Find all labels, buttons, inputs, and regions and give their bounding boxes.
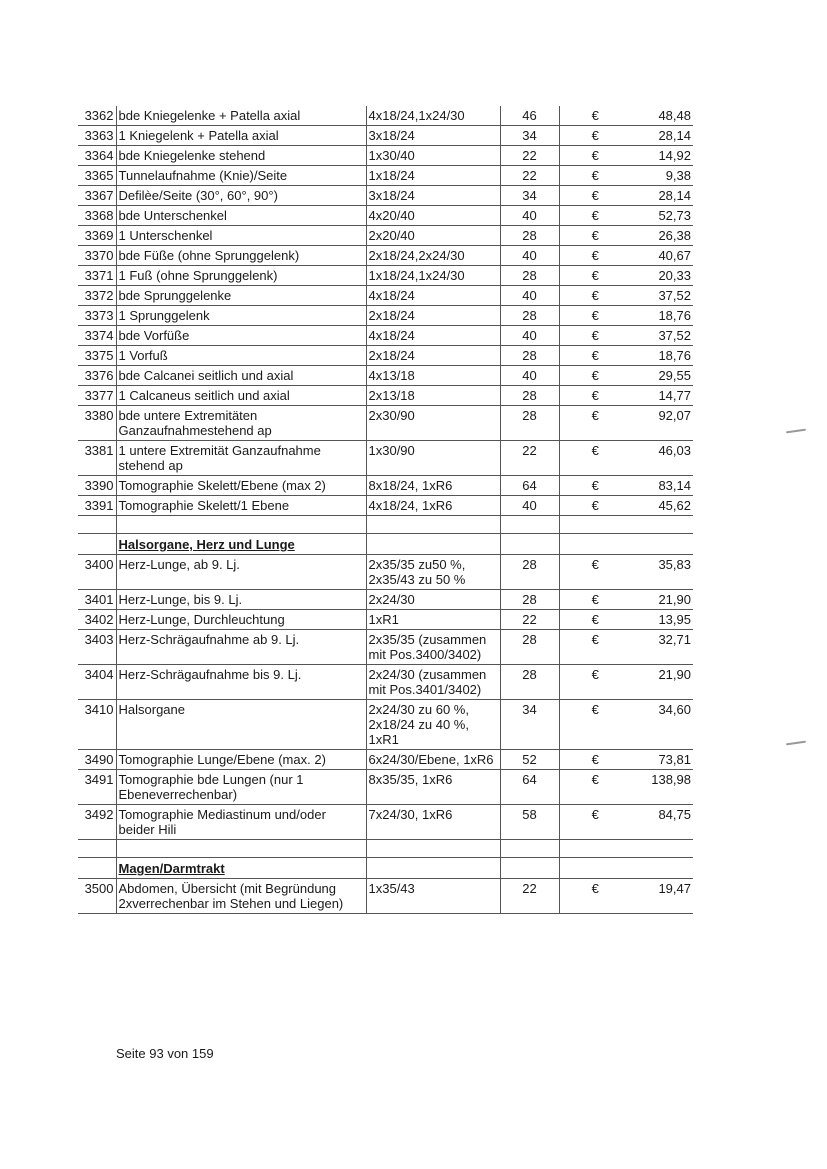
page-footer: Seite 93 von 159 bbox=[116, 1046, 214, 1061]
section-title: Halsorgane, Herz und Lunge bbox=[116, 534, 366, 555]
position-number: 3390 bbox=[78, 476, 116, 496]
price-cell: 52,73 bbox=[631, 206, 693, 226]
price-cell: 84,75 bbox=[631, 805, 693, 840]
description-cell: Herz-Schrägaufnahme ab 9. Lj. bbox=[116, 630, 366, 665]
empty-cell bbox=[366, 516, 500, 534]
description-cell: bde Kniegelenke + Patella axial bbox=[116, 106, 366, 126]
price-cell: 37,52 bbox=[631, 326, 693, 346]
currency-cell: € bbox=[559, 246, 631, 266]
description-cell: Tomographie bde Lungen (nur 1 Ebeneverrechenbar) bbox=[116, 770, 366, 805]
format-cell: 2x24/30 zu 60 %, 2x18/24 zu 40 %, 1xR1 bbox=[366, 700, 500, 750]
currency-cell: € bbox=[559, 146, 631, 166]
format-cell: 1x18/24,1x24/30 bbox=[366, 266, 500, 286]
position-number: 3402 bbox=[78, 610, 116, 630]
spacer-row bbox=[78, 840, 693, 858]
format-cell: 2x18/24,2x24/30 bbox=[366, 246, 500, 266]
spacer-row bbox=[78, 516, 693, 534]
points-cell: 28 bbox=[500, 630, 559, 665]
currency-cell: € bbox=[559, 326, 631, 346]
empty-cell bbox=[631, 858, 693, 879]
empty-cell bbox=[631, 840, 693, 858]
currency-cell: € bbox=[559, 610, 631, 630]
empty-cell bbox=[116, 516, 366, 534]
table-row bbox=[78, 106, 693, 126]
format-cell: 1x30/90 bbox=[366, 441, 500, 476]
table-row bbox=[78, 770, 693, 805]
fee-schedule-table bbox=[78, 106, 693, 914]
table-row bbox=[78, 700, 693, 750]
table-row bbox=[78, 126, 693, 146]
points-cell: 28 bbox=[500, 306, 559, 326]
table-row bbox=[78, 306, 693, 326]
position-number: 3374 bbox=[78, 326, 116, 346]
format-cell: 2x13/18 bbox=[366, 386, 500, 406]
points-cell: 64 bbox=[500, 770, 559, 805]
table-row bbox=[78, 226, 693, 246]
currency-cell: € bbox=[559, 590, 631, 610]
position-number: 3363 bbox=[78, 126, 116, 146]
format-cell: 2x24/30 bbox=[366, 590, 500, 610]
table-row bbox=[78, 166, 693, 186]
empty-cell bbox=[78, 858, 116, 879]
table-row bbox=[78, 146, 693, 166]
currency-cell: € bbox=[559, 106, 631, 126]
price-cell: 19,47 bbox=[631, 879, 693, 914]
points-cell: 28 bbox=[500, 386, 559, 406]
description-cell: Herz-Lunge, bis 9. Lj. bbox=[116, 590, 366, 610]
description-cell: Tomographie Lunge/Ebene (max. 2) bbox=[116, 750, 366, 770]
format-cell: 1x30/40 bbox=[366, 146, 500, 166]
currency-cell: € bbox=[559, 286, 631, 306]
position-number: 3372 bbox=[78, 286, 116, 306]
currency-cell: € bbox=[559, 750, 631, 770]
currency-cell: € bbox=[559, 226, 631, 246]
position-number: 3373 bbox=[78, 306, 116, 326]
price-cell: 14,77 bbox=[631, 386, 693, 406]
position-number: 3375 bbox=[78, 346, 116, 366]
table-row bbox=[78, 366, 693, 386]
position-number: 3362 bbox=[78, 106, 116, 126]
description-cell: bde Sprunggelenke bbox=[116, 286, 366, 306]
price-cell: 29,55 bbox=[631, 366, 693, 386]
empty-cell bbox=[631, 534, 693, 555]
price-cell: 18,76 bbox=[631, 346, 693, 366]
empty-cell bbox=[631, 516, 693, 534]
description-cell: Herz-Lunge, ab 9. Lj. bbox=[116, 555, 366, 590]
currency-cell: € bbox=[559, 366, 631, 386]
description-cell: Herz-Schrägaufnahme bis 9. Lj. bbox=[116, 665, 366, 700]
description-cell: Tomographie Skelett/Ebene (max 2) bbox=[116, 476, 366, 496]
points-cell: 22 bbox=[500, 610, 559, 630]
price-cell: 32,71 bbox=[631, 630, 693, 665]
currency-cell: € bbox=[559, 476, 631, 496]
description-cell: Abdomen, Übersicht (mit Begründung 2xverrechenbar im Stehen und Liegen) bbox=[116, 879, 366, 914]
currency-cell: € bbox=[559, 496, 631, 516]
format-cell: 8x18/24, 1xR6 bbox=[366, 476, 500, 496]
price-cell: 28,14 bbox=[631, 126, 693, 146]
currency-cell: € bbox=[559, 555, 631, 590]
empty-cell bbox=[366, 840, 500, 858]
points-cell: 34 bbox=[500, 126, 559, 146]
table-row bbox=[78, 266, 693, 286]
description-cell: 1 Vorfuß bbox=[116, 346, 366, 366]
format-cell: 2x35/35 (zusammen mit Pos.3400/3402) bbox=[366, 630, 500, 665]
position-number: 3500 bbox=[78, 879, 116, 914]
empty-cell bbox=[559, 858, 631, 879]
empty-cell bbox=[78, 840, 116, 858]
price-cell: 37,52 bbox=[631, 286, 693, 306]
position-number: 3492 bbox=[78, 805, 116, 840]
points-cell: 22 bbox=[500, 166, 559, 186]
empty-cell bbox=[500, 534, 559, 555]
points-cell: 40 bbox=[500, 326, 559, 346]
points-cell: 58 bbox=[500, 805, 559, 840]
points-cell: 28 bbox=[500, 665, 559, 700]
empty-cell bbox=[78, 516, 116, 534]
position-number: 3368 bbox=[78, 206, 116, 226]
table-row bbox=[78, 406, 693, 441]
currency-cell: € bbox=[559, 386, 631, 406]
position-number: 3367 bbox=[78, 186, 116, 206]
table-row bbox=[78, 805, 693, 840]
table-row bbox=[78, 286, 693, 306]
price-cell: 48,48 bbox=[631, 106, 693, 126]
currency-cell: € bbox=[559, 186, 631, 206]
currency-cell: € bbox=[559, 126, 631, 146]
format-cell: 4x18/24,1x24/30 bbox=[366, 106, 500, 126]
table-row bbox=[78, 346, 693, 366]
price-cell: 40,67 bbox=[631, 246, 693, 266]
format-cell: 2x18/24 bbox=[366, 346, 500, 366]
price-cell: 73,81 bbox=[631, 750, 693, 770]
table-row bbox=[78, 386, 693, 406]
format-cell: 4x20/40 bbox=[366, 206, 500, 226]
empty-cell bbox=[500, 840, 559, 858]
empty-cell bbox=[500, 858, 559, 879]
format-cell: 4x18/24 bbox=[366, 286, 500, 306]
table-row bbox=[78, 610, 693, 630]
format-cell: 1x18/24 bbox=[366, 166, 500, 186]
points-cell: 28 bbox=[500, 555, 559, 590]
points-cell: 28 bbox=[500, 406, 559, 441]
description-cell: 1 Fuß (ohne Sprunggelenk) bbox=[116, 266, 366, 286]
position-number: 3365 bbox=[78, 166, 116, 186]
currency-cell: € bbox=[559, 266, 631, 286]
price-cell: 14,92 bbox=[631, 146, 693, 166]
table-row bbox=[78, 630, 693, 665]
empty-cell bbox=[78, 534, 116, 555]
currency-cell: € bbox=[559, 665, 631, 700]
points-cell: 34 bbox=[500, 700, 559, 750]
points-cell: 28 bbox=[500, 346, 559, 366]
position-number: 3370 bbox=[78, 246, 116, 266]
description-cell: bde Kniegelenke stehend bbox=[116, 146, 366, 166]
currency-cell: € bbox=[559, 770, 631, 805]
table-row bbox=[78, 750, 693, 770]
description-cell: bde Unterschenkel bbox=[116, 206, 366, 226]
price-cell: 21,90 bbox=[631, 665, 693, 700]
price-cell: 34,60 bbox=[631, 700, 693, 750]
price-cell: 45,62 bbox=[631, 496, 693, 516]
position-number: 3403 bbox=[78, 630, 116, 665]
format-cell: 4x18/24 bbox=[366, 326, 500, 346]
points-cell: 22 bbox=[500, 441, 559, 476]
position-number: 3400 bbox=[78, 555, 116, 590]
description-cell: 1 Kniegelenk + Patella axial bbox=[116, 126, 366, 146]
format-cell: 2x30/90 bbox=[366, 406, 500, 441]
format-cell: 1xR1 bbox=[366, 610, 500, 630]
format-cell: 2x18/24 bbox=[366, 306, 500, 326]
table-row bbox=[78, 590, 693, 610]
description-cell: bde Calcanei seitlich und axial bbox=[116, 366, 366, 386]
description-cell: bde untere Extremitäten Ganzaufnahmestehend ap bbox=[116, 406, 366, 441]
description-cell: Defilèe/Seite (30°, 60°, 90°) bbox=[116, 186, 366, 206]
currency-cell: € bbox=[559, 879, 631, 914]
points-cell: 28 bbox=[500, 266, 559, 286]
position-number: 3401 bbox=[78, 590, 116, 610]
points-cell: 64 bbox=[500, 476, 559, 496]
price-cell: 46,03 bbox=[631, 441, 693, 476]
price-cell: 21,90 bbox=[631, 590, 693, 610]
description-cell: bde Füße (ohne Sprunggelenk) bbox=[116, 246, 366, 266]
table-row bbox=[78, 246, 693, 266]
description-cell: 1 Calcaneus seitlich und axial bbox=[116, 386, 366, 406]
points-cell: 22 bbox=[500, 146, 559, 166]
empty-cell bbox=[559, 516, 631, 534]
currency-cell: € bbox=[559, 630, 631, 665]
table-row bbox=[78, 326, 693, 346]
points-cell: 46 bbox=[500, 106, 559, 126]
points-cell: 40 bbox=[500, 496, 559, 516]
empty-cell bbox=[559, 840, 631, 858]
price-cell: 92,07 bbox=[631, 406, 693, 441]
currency-cell: € bbox=[559, 700, 631, 750]
position-number: 3371 bbox=[78, 266, 116, 286]
currency-cell: € bbox=[559, 166, 631, 186]
price-cell: 138,98 bbox=[631, 770, 693, 805]
description-cell: Halsorgane bbox=[116, 700, 366, 750]
section-header-row bbox=[78, 534, 693, 555]
position-number: 3369 bbox=[78, 226, 116, 246]
position-number: 3491 bbox=[78, 770, 116, 805]
empty-cell bbox=[500, 516, 559, 534]
description-cell: 1 Sprunggelenk bbox=[116, 306, 366, 326]
points-cell: 40 bbox=[500, 286, 559, 306]
price-cell: 35,83 bbox=[631, 555, 693, 590]
empty-cell bbox=[559, 534, 631, 555]
section-header-row bbox=[78, 858, 693, 879]
description-cell: 1 Unterschenkel bbox=[116, 226, 366, 246]
format-cell: 2x24/30 (zusammen mit Pos.3401/3402) bbox=[366, 665, 500, 700]
table-row bbox=[78, 879, 693, 914]
points-cell: 28 bbox=[500, 226, 559, 246]
format-cell: 3x18/24 bbox=[366, 126, 500, 146]
price-cell: 18,76 bbox=[631, 306, 693, 326]
points-cell: 40 bbox=[500, 366, 559, 386]
position-number: 3377 bbox=[78, 386, 116, 406]
price-cell: 26,38 bbox=[631, 226, 693, 246]
table-row bbox=[78, 665, 693, 700]
section-title: Magen/Darmtrakt bbox=[116, 858, 366, 879]
position-number: 3410 bbox=[78, 700, 116, 750]
currency-cell: € bbox=[559, 346, 631, 366]
empty-cell bbox=[366, 534, 500, 555]
price-cell: 28,14 bbox=[631, 186, 693, 206]
position-number: 3490 bbox=[78, 750, 116, 770]
currency-cell: € bbox=[559, 406, 631, 441]
position-number: 3380 bbox=[78, 406, 116, 441]
currency-cell: € bbox=[559, 805, 631, 840]
points-cell: 22 bbox=[500, 879, 559, 914]
points-cell: 52 bbox=[500, 750, 559, 770]
empty-cell bbox=[366, 858, 500, 879]
table-row bbox=[78, 441, 693, 476]
description-cell: Tunnelaufnahme (Knie)/Seite bbox=[116, 166, 366, 186]
format-cell: 6x24/30/Ebene, 1xR6 bbox=[366, 750, 500, 770]
format-cell: 2x20/40 bbox=[366, 226, 500, 246]
position-number: 3391 bbox=[78, 496, 116, 516]
price-cell: 20,33 bbox=[631, 266, 693, 286]
format-cell: 1x35/43 bbox=[366, 879, 500, 914]
scan-mark bbox=[786, 429, 806, 434]
format-cell: 3x18/24 bbox=[366, 186, 500, 206]
table-row bbox=[78, 496, 693, 516]
points-cell: 40 bbox=[500, 246, 559, 266]
format-cell: 2x35/35 zu50 %, 2x35/43 zu 50 % bbox=[366, 555, 500, 590]
scan-mark bbox=[786, 741, 806, 746]
description-cell: bde Vorfüße bbox=[116, 326, 366, 346]
table-row bbox=[78, 476, 693, 496]
position-number: 3404 bbox=[78, 665, 116, 700]
price-cell: 83,14 bbox=[631, 476, 693, 496]
points-cell: 28 bbox=[500, 590, 559, 610]
description-cell: Tomographie Skelett/1 Ebene bbox=[116, 496, 366, 516]
points-cell: 34 bbox=[500, 186, 559, 206]
position-number: 3364 bbox=[78, 146, 116, 166]
description-cell: Herz-Lunge, Durchleuchtung bbox=[116, 610, 366, 630]
position-number: 3376 bbox=[78, 366, 116, 386]
empty-cell bbox=[116, 840, 366, 858]
format-cell: 4x13/18 bbox=[366, 366, 500, 386]
table-row bbox=[78, 206, 693, 226]
table-row bbox=[78, 186, 693, 206]
description-cell: 1 untere Extremität Ganzaufnahme stehend ap bbox=[116, 441, 366, 476]
points-cell: 40 bbox=[500, 206, 559, 226]
format-cell: 8x35/35, 1xR6 bbox=[366, 770, 500, 805]
price-cell: 9,38 bbox=[631, 166, 693, 186]
currency-cell: € bbox=[559, 306, 631, 326]
currency-cell: € bbox=[559, 441, 631, 476]
format-cell: 7x24/30, 1xR6 bbox=[366, 805, 500, 840]
format-cell: 4x18/24, 1xR6 bbox=[366, 496, 500, 516]
price-cell: 13,95 bbox=[631, 610, 693, 630]
description-cell: Tomographie Mediastinum und/oder beider Hili bbox=[116, 805, 366, 840]
table-row bbox=[78, 555, 693, 590]
currency-cell: € bbox=[559, 206, 631, 226]
position-number: 3381 bbox=[78, 441, 116, 476]
